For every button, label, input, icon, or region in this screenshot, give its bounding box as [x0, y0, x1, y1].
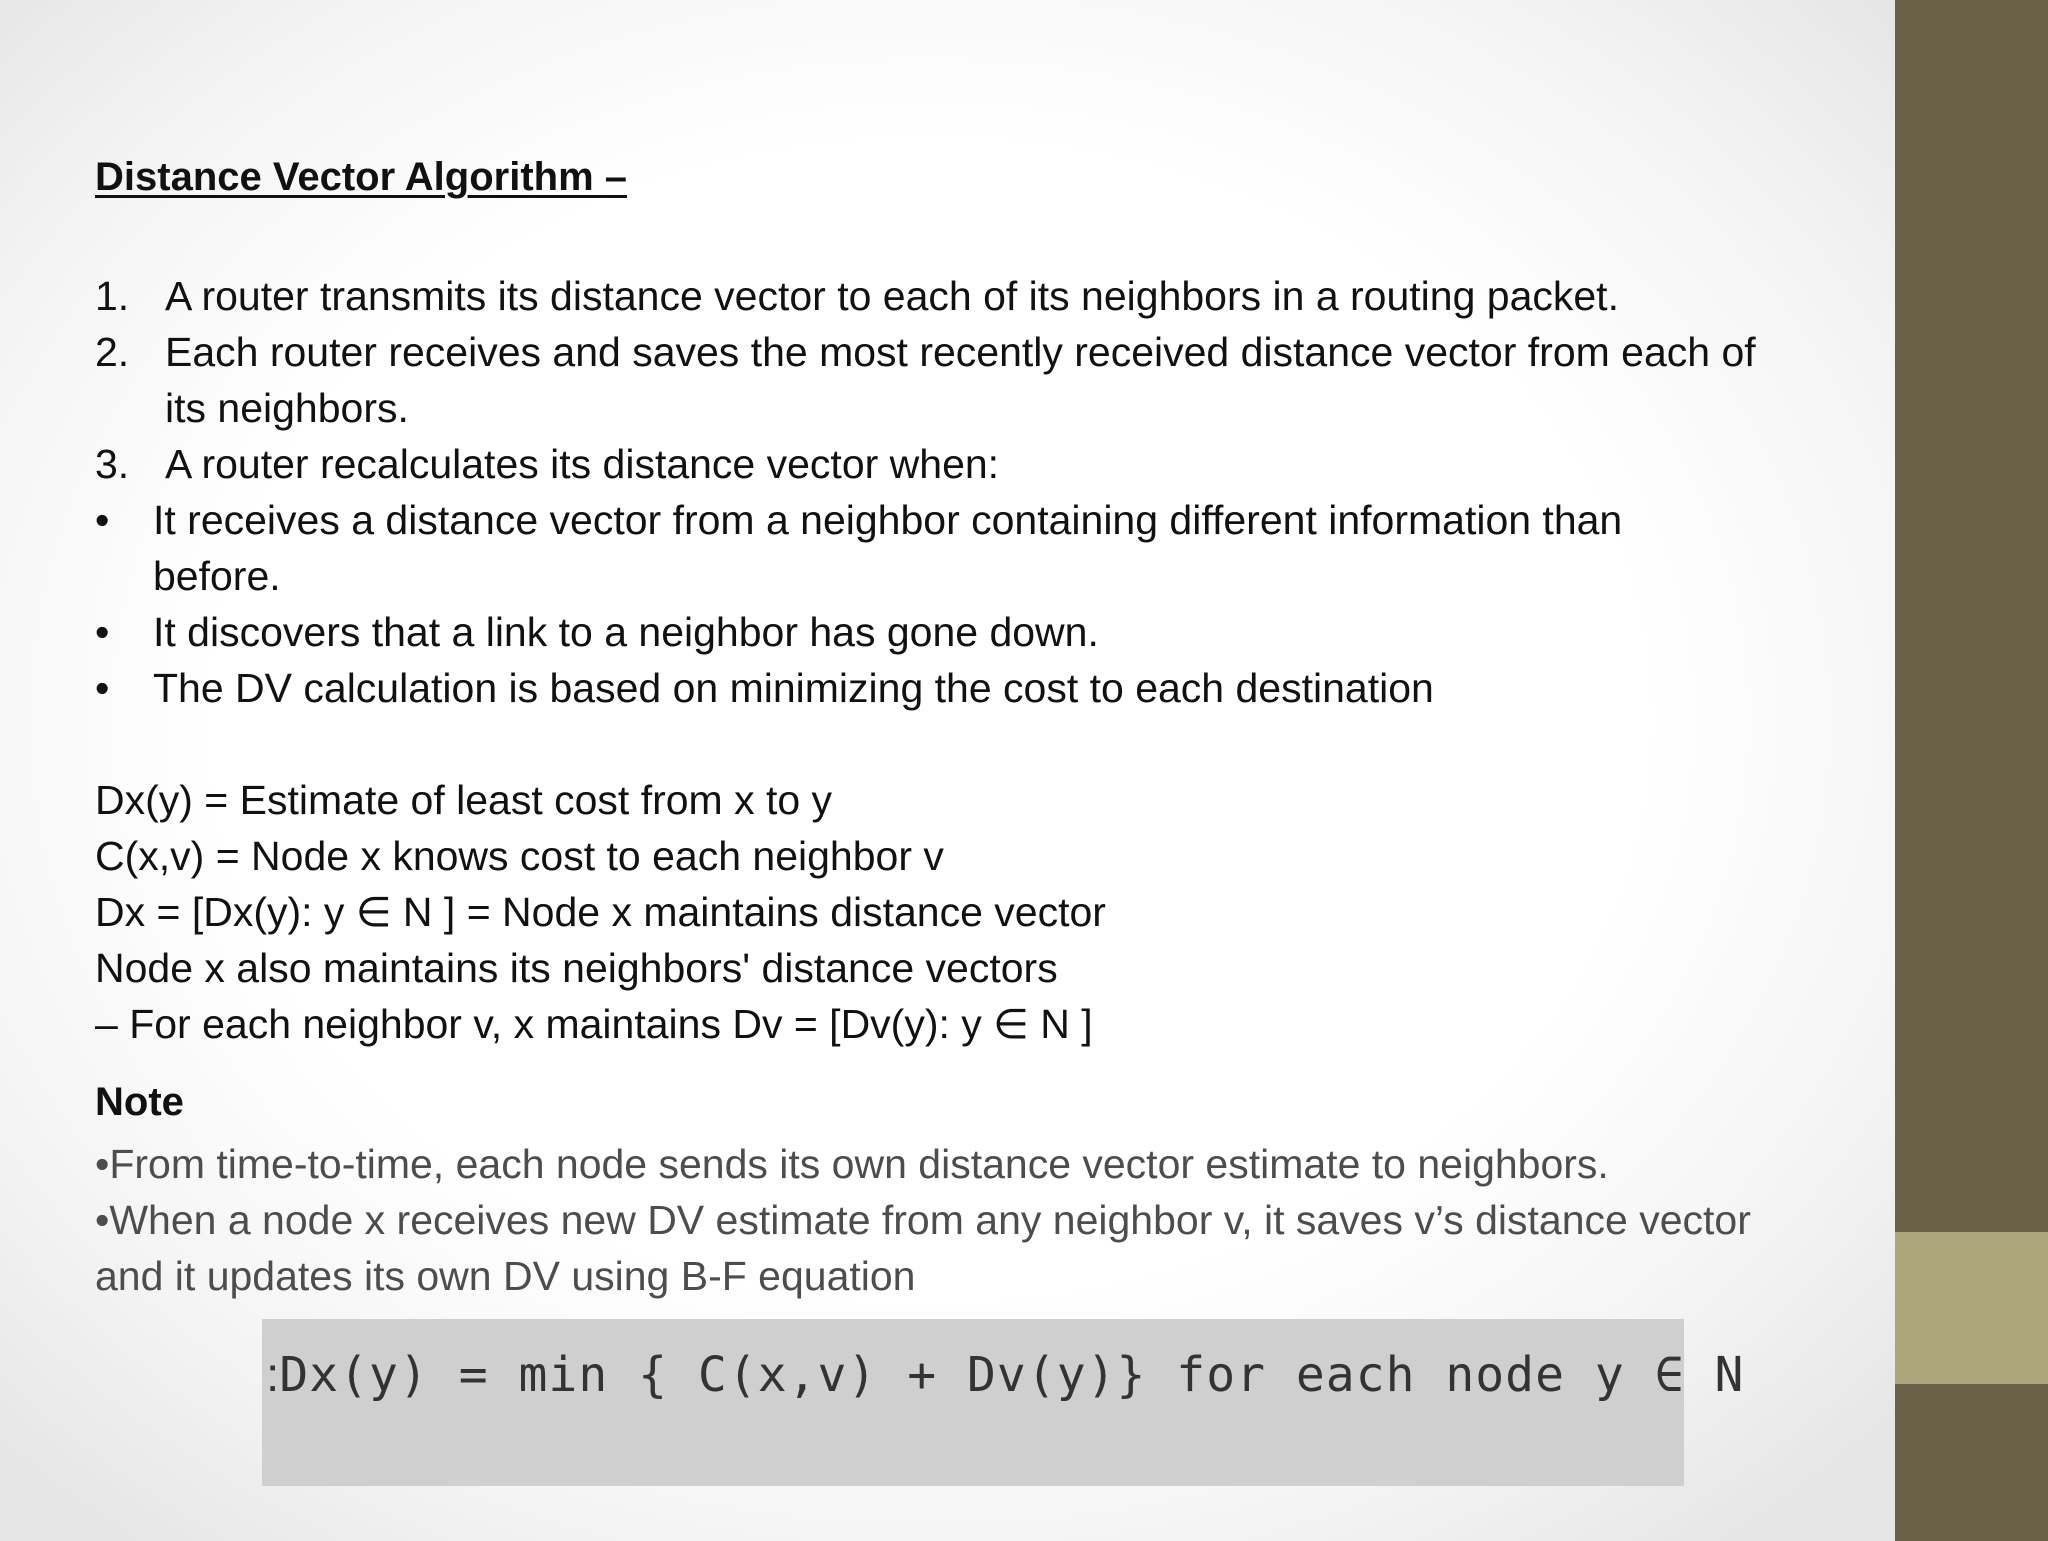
step-text: Each router receives and saves the most recently received distance vector from each of	[165, 329, 1756, 375]
note-line: •When a node x receives new DV estimate from any neighbor v, it saves v’s distance vector	[95, 1197, 1751, 1243]
step-text: A router recalculates its distance vector when:	[165, 441, 1000, 487]
side-decoration-band	[1895, 1232, 2048, 1384]
note-line: •From time-to-time, each node sends its own distance vector estimate to neighbors.	[95, 1141, 1609, 1187]
bellman-ford-equation	[266, 1347, 1744, 1403]
slide-title: Distance Vector Algorithm –	[95, 155, 627, 199]
bullet-mark: •	[95, 665, 110, 711]
step-number: 1.	[95, 273, 130, 319]
definition-line: – For each neighbor v, x maintains Dv = [Dv(y): y ∈ N ]	[95, 1001, 1093, 1047]
formula-box	[262, 1319, 1745, 1486]
bullet-text: It receives a distance vector from a neighbor containing different information than	[153, 497, 1623, 543]
note-heading: Note	[95, 1080, 184, 1124]
step-text: A router transmits its distance vector to each of its neighbors in a routing packet.	[165, 273, 1619, 319]
definition-line: Dx = [Dx(y): y ∈ N ] = Node x maintains distance vector	[95, 889, 1106, 935]
definition-line: Dx(y) = Estimate of least cost from x to y	[95, 777, 833, 823]
bullet-text: It discovers that a link to a neighbor has gone down.	[153, 609, 1099, 655]
bullet-text: The DV calculation is based on minimizing the cost to each destination	[153, 665, 1434, 711]
definition-line: Node x also maintains its neighbors' distance vectors	[95, 945, 1058, 991]
note-line: and it updates its own DV using B-F equation	[95, 1253, 916, 1299]
step-number: 3.	[95, 441, 130, 487]
bullet-mark: •	[95, 497, 110, 543]
definition-line: C(x,v) = Node x knows cost to each neighbor v	[95, 833, 944, 879]
formula-expression: Dx(y) = min { C(x,v) + Dv(y)} for each node y ∈ N	[279, 1347, 1745, 1403]
step-text-continued: its neighbors.	[165, 385, 409, 431]
formula-prefix: :	[266, 1349, 280, 1402]
step-number: 2.	[95, 329, 130, 375]
bullet-text-continued: before.	[153, 553, 281, 599]
bullet-mark: •	[95, 609, 110, 655]
